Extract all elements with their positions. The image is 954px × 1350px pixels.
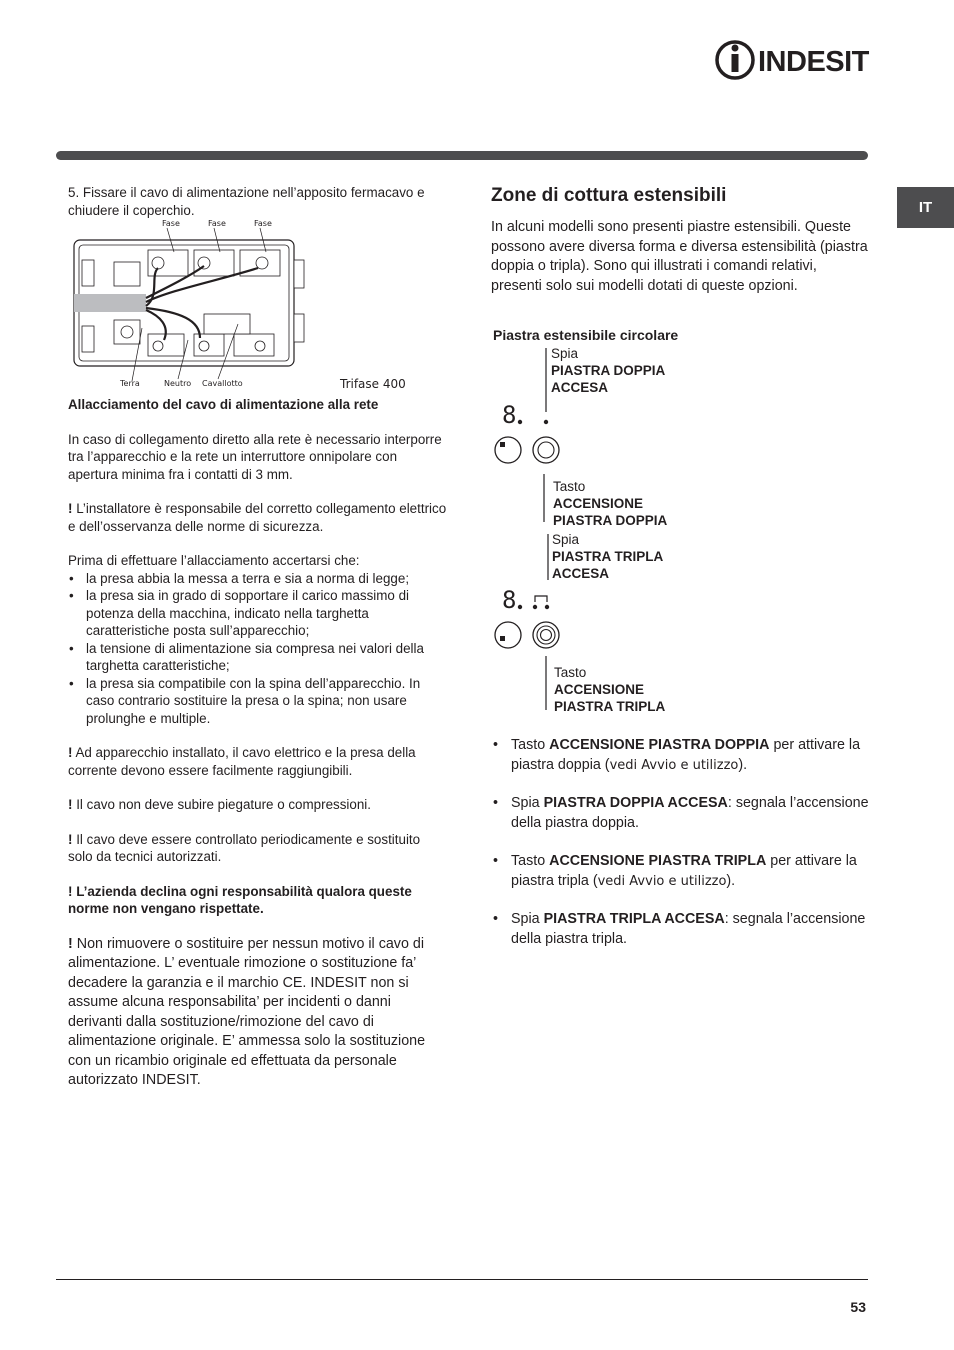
list-item: • Tasto ACCENSIONE PIASTRA DOPPIA per attivare la piastra doppia (vedi Avvio e utilizzo). [491,736,881,775]
indicator-double-icon [544,420,548,424]
brand-name: INDESIT [758,46,869,78]
feature-bullets [491,736,881,968]
list-item: • Spia PIASTRA DOPPIA ACCESA: segnala l’accensione della piastra doppia. [491,794,881,833]
warning-mark: ! [68,745,73,760]
sub-heading: Piastra estensibile circolare [493,327,679,343]
paragraph-2: ! L’installatore è responsabile del corretto collegamento elettrico e dell’osservanza delle norme di sicurezza. [68,501,447,534]
right-column [491,184,871,296]
display-digit-2: 8 [502,586,517,614]
label-double-led: Spia PIASTRA DOPPIA ACCESA [551,346,666,395]
warning-mark: ! [68,831,73,847]
double-zone-button-icon [533,437,559,463]
list-item: • la presa sia in grado di sopportare il carico massimo di potenza della macchina, indicato nella targhetta caratteristiche posta sull’apparecchio; [68,587,448,640]
indesit-logo [714,38,870,82]
paragraph-4: ! Ad apparecchio installato, il cavo elettrico e la presa della corrente devono essere facilmente raggiungibili. [68,745,416,778]
indicator-triple-icon [533,605,537,609]
paragraph-1: In caso di collegamento diretto alla rete è necessario interporre tra l’apparecchio e la rete un interruttore onnipolare con apertura minima fra i contatti di 3 mm. [68,431,442,482]
intro-paragraph: In alcuni modelli sono presenti piastre estensibili. Queste possono avere diversa forma e diversa estensibilità (piastra doppia o tripla). Sono qui illustrati i comandi relativi, presenti solo sui modelli dotati di queste opzioni. [491,219,868,294]
indicator-triple-icon [545,605,549,609]
list-item: • Spia PIASTRA TRIPLA ACCESA: segnala l’accensione della piastra tripla. [491,910,881,949]
list-item: • la presa abbia la messa a terra e sia a norma di legge; [68,570,448,588]
section-title: Zone di cottura estensibili [491,185,727,206]
label-fase-1: Fase [162,219,180,228]
list-item: • la tensione di alimentazione sia compresa nei valori della targhetta caratteristiche; [68,640,448,675]
label-fase-2: Fase [208,219,226,228]
warning-mark: ! [68,935,73,952]
paragraph-6: ! Il cavo deve essere controllato periodicamente e sostituito solo da tecnici autorizzati. [68,831,421,864]
page-number: 53 [850,1299,866,1315]
label-double-button: Tasto ACCENSIONE PIASTRA DOPPIA [553,479,668,528]
left-column [68,184,448,219]
wiring-diagram [70,216,420,396]
label-fase-3: Fase [254,219,272,228]
warning-mark: ! [68,797,73,812]
display-digit-1: 8 [502,401,517,429]
section-heading: Allacciamento del cavo di alimentazione alla rete [68,397,379,412]
list-item: • la presa sia compatibile con la spina dell’apparecchio. In caso contrario sostituire la presa o la spina; non usare prolunghe e multiple. [68,675,448,728]
power-button-icon [495,437,521,463]
label-triple-button: Tasto ACCENSIONE PIASTRA TRIPLA [554,665,666,714]
paragraph-5: ! Il cavo non deve subire piegature o compressioni. [68,797,371,812]
label-triple-led: Spia PIASTRA TRIPLA ACCESA [552,532,664,581]
list-item: • Tasto ACCENSIONE PIASTRA TRIPLA per attivare la piastra tripla (vedi Avvio e utilizzo). [491,852,881,891]
footer-rule [56,1279,868,1280]
header-rule [56,151,868,160]
diagram-caption: Trifase 400 [340,377,406,391]
paragraph-7: ! L’azienda declina ogni responsabilità qualora queste norme non vengano rispettate. [68,883,412,916]
label-neutro: Neutro [164,379,192,388]
language-tab: IT [897,187,954,228]
warning-mark: ! [68,501,73,516]
left-column-body [68,396,448,1091]
requirements-list [68,570,448,728]
paragraph-3: Prima di effettuare l’allacciamento accertarsi che: [68,553,360,568]
power-button-icon [495,622,521,648]
label-terra: Terra [120,379,140,388]
label-cavallotto: Cavallotto [202,379,243,388]
decimal-dot-icon [518,605,522,609]
paragraph-8: ! Non rimuovere o sostituire per nessun motivo il cavo di alimentazione. L’ eventuale rimozione o sostituzione fa’ decadere la garanzia e il marchio CE. INDESIT non si assume alcuna responsabilita’ per incidenti o danni derivanti dalla sostituzione/rimozione del cavo di alimentazione originale. E’ ammessa solo la sostituzione con un ricambio originale ed effettuata da personale autorizzato INDESIT. [68,935,426,1088]
warning-mark: ! [68,883,73,899]
step-5: 5. Fissare il cavo di alimentazione nell’apposito fermacavo e chiudere il coperchio. [68,185,425,218]
decimal-dot-icon [518,420,522,424]
